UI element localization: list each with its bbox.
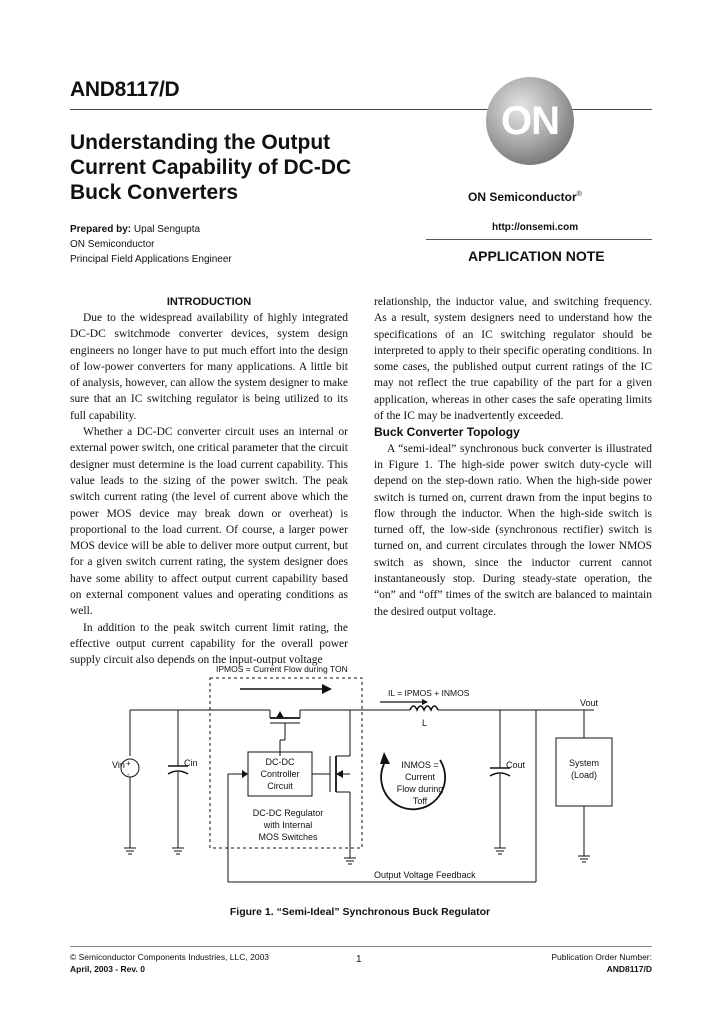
cout-label: Cout: [506, 760, 526, 770]
copyright: © Semiconductor Components Industries, LLC, 2003: [70, 952, 270, 962]
author-name: Upal Sengupta: [133, 224, 201, 235]
svg-text:-: -: [127, 770, 130, 779]
load-line-2: (Load): [570, 770, 598, 780]
pmos-arrow-head: [322, 684, 332, 694]
controller-line-3: Circuit: [267, 781, 293, 791]
vin-label: Vin: [112, 760, 125, 770]
nmos-line-1: INMOS =: [401, 760, 439, 770]
document-title: [70, 130, 390, 205]
figure-caption: Figure 1. “Semi-Ideal” Synchronous Buck Regulator: [229, 906, 491, 918]
inductor-icon: [410, 706, 438, 710]
inductor-current-label: IL = IPMOS + INMOS: [388, 688, 470, 698]
document-type: APPLICATION NOTE: [468, 248, 605, 264]
footer-left: [70, 951, 269, 975]
footer-right: [470, 951, 652, 975]
introduction-heading: INTRODUCTION: [166, 296, 252, 308]
title-line-2: Current Capability of DC-DC: [70, 156, 352, 179]
company-name-text: ON Semiconductor: [468, 190, 577, 204]
regulator-line-3: MOS Switches: [258, 832, 318, 842]
controller-line-1: DC-DC: [265, 757, 295, 767]
intro-paragraph-2: Whether a DC-DC converter circuit uses an internal or external power switch, one critical parameter that the circuit designer must determine is the load current capability. This value leads to the sizing of the power switch. The peak switch current rating (the level of current above which the power MOS device may break down or overheat) is proportional to the load current. Of course, a larger power MOS device will be able to deliver more output current, but for a given switch current rating, the system designer does have some ability to affect output current capability based on external component values and operating conditions as well.: [70, 426, 348, 618]
regulator-line-1: DC-DC Regulator: [252, 808, 324, 818]
author-role: Principal Field Applications Engineer: [70, 254, 232, 265]
nmos-line-3: Flow during: [396, 784, 444, 794]
cin-label: Cin: [184, 758, 198, 768]
author-company: ON Semiconductor: [70, 239, 155, 250]
website-link[interactable]: http://onsemi.com: [492, 222, 579, 233]
left-column: [70, 310, 348, 669]
intro-paragraph-3: In addition to the peak switch current limit rating, the effective output current capability for the overall power supply circuit also depends on the input-output voltage: [70, 621, 348, 667]
website-rule: [426, 239, 652, 240]
buck-topology-heading: Buck Converter Topology: [374, 425, 520, 440]
registered-mark: ®: [576, 191, 582, 198]
load-line-1: System: [568, 758, 600, 768]
footer-rule: [70, 946, 652, 947]
page-number: 1: [356, 954, 362, 965]
feedback-label: Output Voltage Feedback: [374, 870, 476, 880]
title-line-1: Understanding the Output: [70, 131, 331, 154]
vout-label: Vout: [580, 698, 599, 708]
svg-text:+: +: [126, 759, 131, 768]
pmos-current-label: IPMOS = Current Flow during TON: [216, 664, 348, 674]
order-number: AND8117/D: [606, 964, 652, 974]
intro-paragraph-1: Due to the widespread availability of highly integrated DC-DC switchmode converter devices, system design engineers no longer have to put much effort into the design of low-power converters for many applications. A little bit of analysis, however, can allow the system designer to make sure that an IC switching regulator is being utilized to its full capability.: [70, 312, 348, 422]
nmos-line-2: Current: [404, 772, 436, 782]
nmos-icon: [336, 770, 343, 778]
logo-text: ON: [501, 99, 559, 143]
document-number: AND8117/D: [70, 78, 180, 101]
feedback-arrow-head: [242, 770, 248, 778]
inductor-label: L: [422, 718, 428, 728]
date-revision: April, 2003 - Rev. 0: [70, 964, 145, 974]
order-label: Publication Order Number:: [551, 952, 652, 962]
regulator-line-2: with Internal: [263, 820, 313, 830]
nmos-line-4: Toff: [412, 796, 428, 806]
pmos-icon: [276, 711, 284, 718]
title-line-3: Buck Converters: [70, 181, 239, 204]
author-block: [70, 222, 232, 267]
right-column: [374, 294, 652, 620]
controller-line-2: Controller: [260, 769, 300, 779]
buck-regulator-schematic: [104, 656, 624, 896]
buck-topology-paragraph: A “semi-ideal” synchronous buck converter is illustrated in Figure 1. The high-side power switch duty-cycle will depend on the step-down ratio. When the high-side power switch is turned on, current drawn from the input begins to flow through the inductor. When the high-side switch is turned off, the low-side (synchronous rectifier) switch is turned on, and current circulates through the lower NMOS switch as shown, since the inductor current cannot instantaneously stop. During steady-state operation, the “on” and “off” times of the switch are balanced to maintain the desired output voltage.: [374, 442, 652, 618]
company-name: [468, 190, 582, 204]
on-semiconductor-logo: [486, 77, 574, 165]
prepared-by-label: Prepared by:: [70, 224, 132, 235]
intro-continuation: relationship, the inductor value, and switching frequency. As a result, system designers need to understand how the specifications of an IC switching regulator should be interpreted to apply to their specific operating conditions. In some cases, the published output current ratings of the IC may not reflect the true capability of the part for a given application, whereas in other cases the safe operating limits of the IC may be inadvertently exceeded.: [374, 296, 652, 423]
